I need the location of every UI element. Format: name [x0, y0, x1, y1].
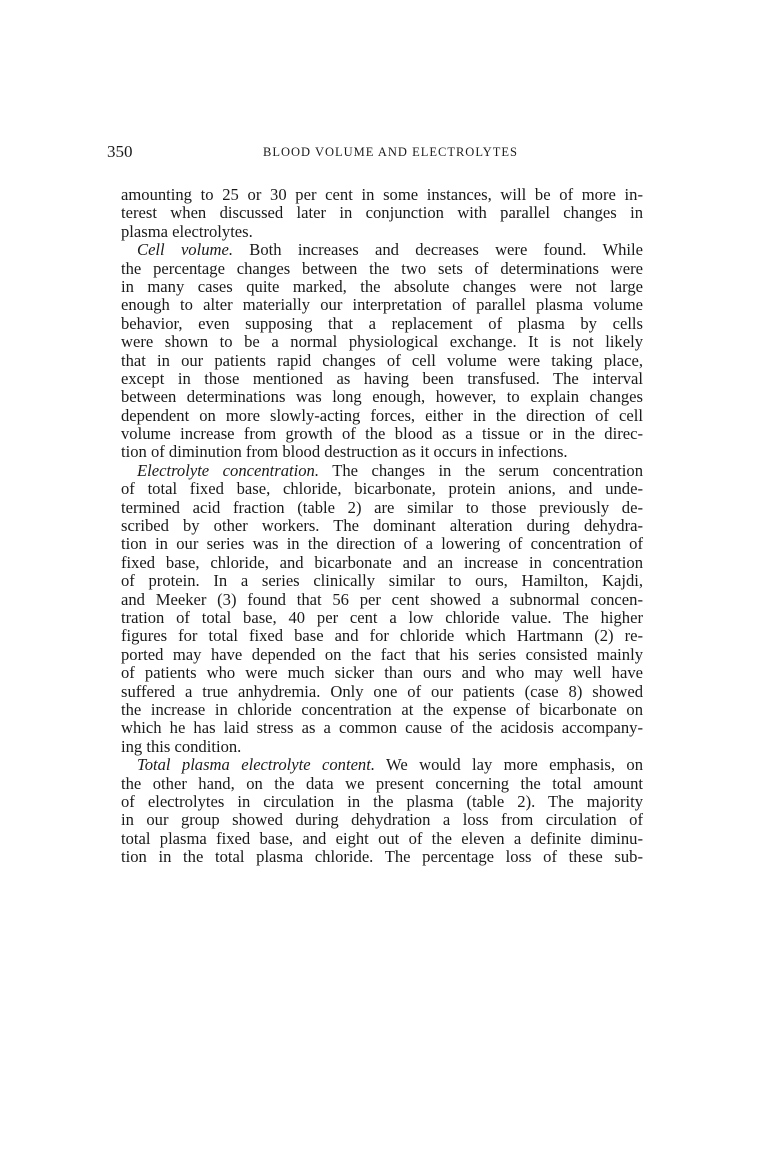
line-text: volume increase from growth of the blood as a tissue or in the direc-	[121, 424, 643, 444]
text-line	[121, 315, 643, 333]
line-text: tion in the total plasma chloride. The percentage loss of these sub-	[121, 847, 643, 867]
line-text: terest when discussed later in conjunction with parallel changes in	[121, 203, 643, 223]
line-text: tion of diminution from blood destruction as it occurs in infections.	[121, 442, 568, 462]
paragraph	[121, 756, 643, 866]
line-text: the other hand, on the data we present concerning the total amount	[121, 773, 643, 793]
text-line	[121, 204, 643, 222]
text-line	[121, 443, 643, 461]
line-text: The changes in the serum concentration	[319, 460, 643, 480]
text-line	[121, 517, 643, 535]
text-line	[121, 646, 643, 664]
line-text: which he has laid stress as a common cause of the acidosis accompany-	[121, 718, 643, 738]
line-text: amounting to 25 or 30 per cent in some instances, will be of more in-	[121, 185, 643, 204]
line-text: Both increases and decreases were found. While	[233, 240, 643, 260]
text-line	[121, 572, 643, 590]
line-text: figures for total fixed base and for chloride which Hartmann (2) re-	[121, 626, 643, 646]
text-line	[121, 186, 643, 204]
paragraph-lead: Cell volume.	[137, 240, 234, 260]
page-number: 350	[107, 142, 133, 161]
text-line	[121, 627, 643, 645]
line-text: behavior, even supposing that a replacement of plasma by cells	[121, 313, 643, 333]
line-text: in many cases quite marked, the absolute changes were not large	[121, 276, 643, 296]
line-text: that in our patients rapid changes of cell volume were taking place,	[121, 350, 643, 370]
text-line	[121, 296, 643, 314]
text-line	[121, 352, 643, 370]
line-text: of total fixed base, chloride, bicarbonate, protein anions, and unde-	[121, 479, 643, 499]
line-text: fixed base, chloride, and bicarbonate and an increase in concentration	[121, 552, 643, 572]
text-line	[121, 554, 643, 572]
text-line	[121, 499, 643, 517]
paragraph	[121, 186, 643, 241]
line-text: termined acid fraction (table 2) are similar to those previously de-	[121, 497, 643, 517]
text-line	[121, 241, 643, 259]
text-line	[121, 664, 643, 682]
text-line	[121, 591, 643, 609]
text-line	[121, 333, 643, 351]
text-line	[121, 535, 643, 553]
text-line	[121, 370, 643, 388]
text-line	[121, 260, 643, 278]
line-text: tion in our series was in the direction of a lowering of concentration of	[121, 534, 643, 554]
line-text: We would lay more emphasis, on	[374, 755, 643, 775]
text-line	[121, 388, 643, 406]
text-line	[121, 793, 643, 811]
running-title: BLOOD VOLUME AND ELECTROLYTES	[263, 145, 518, 159]
text-line	[121, 848, 643, 866]
paragraph-lead: Total plasma electrolyte content.	[137, 755, 375, 775]
text-line	[121, 756, 643, 774]
text-line	[121, 701, 643, 719]
paragraph	[121, 462, 643, 756]
line-text: total plasma fixed base, and eight out of the eleven a definite diminu-	[121, 828, 643, 848]
line-text: enough to alter materially our interpretation of parallel plasma volume	[121, 295, 643, 315]
text-line	[121, 683, 643, 701]
line-text: suffered a true anhydremia. Only one of our patients (case 8) showed	[121, 681, 643, 701]
line-text: ported may have depended on the fact that his series consisted mainly	[121, 644, 643, 664]
line-text: dependent on more slowly-acting forces, either in the direction of cell	[121, 405, 643, 425]
text-line	[121, 775, 643, 793]
text-line	[121, 407, 643, 425]
body-text	[121, 186, 643, 866]
line-text: except in those mentioned as having been transfused. The interval	[121, 368, 643, 388]
line-text: plasma electrolytes.	[121, 221, 253, 241]
line-text: in our group showed during dehydration a loss from circulation of	[121, 810, 643, 830]
line-text: between determinations was long enough, however, to explain changes	[121, 387, 643, 407]
line-text: ing this condition.	[121, 736, 242, 756]
line-text: and Meeker (3) found that 56 per cent showed a subnormal concen-	[121, 589, 643, 609]
text-line	[121, 811, 643, 829]
text-line	[121, 278, 643, 296]
text-line	[121, 480, 643, 498]
text-line	[121, 223, 643, 241]
text-line	[121, 462, 643, 480]
line-text: scribed by other workers. The dominant alteration during dehydra-	[121, 516, 643, 536]
text-line	[121, 830, 643, 848]
text-line	[121, 425, 643, 443]
paragraph	[121, 241, 643, 462]
text-line	[121, 609, 643, 627]
line-text: were shown to be a normal physiological exchange. It is not likely	[121, 332, 643, 352]
line-text: of protein. In a series clinically similar to ours, Hamilton, Kajdi,	[121, 571, 643, 591]
line-text: tration of total base, 40 per cent a low chloride value. The higher	[121, 607, 643, 627]
line-text: the increase in chloride concentration at the expense of bicarbonate on	[121, 699, 643, 719]
text-line	[121, 738, 643, 756]
line-text: the percentage changes between the two sets of determinations were	[121, 258, 643, 278]
paragraph-lead: Electrolyte concentration.	[137, 460, 319, 480]
line-text: of electrolytes in circulation in the plasma (table 2). The majority	[121, 791, 643, 811]
line-text: of patients who were much sicker than ours and who may well have	[121, 663, 643, 683]
text-line	[121, 719, 643, 737]
